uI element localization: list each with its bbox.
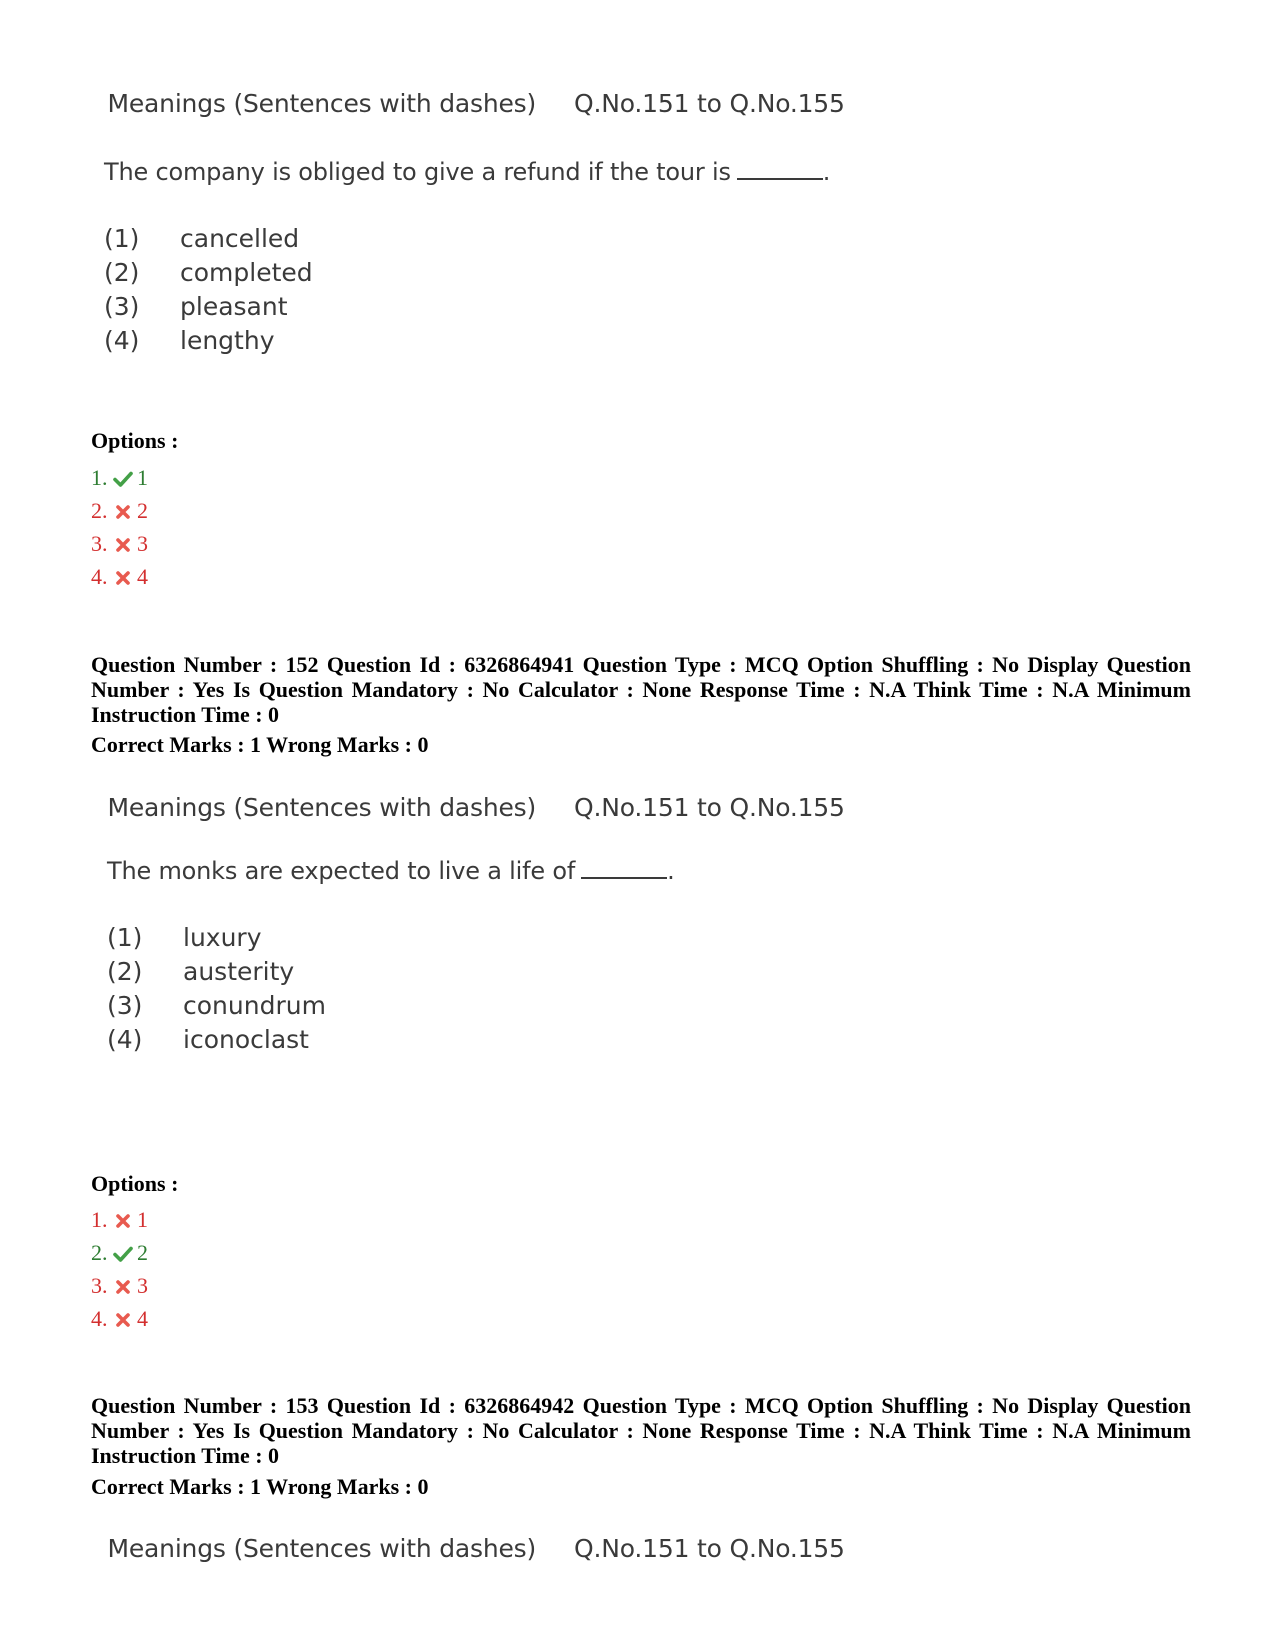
choice-number: (3) [107, 991, 143, 1020]
question-meta: Question Number : 153 Question Id : 6326864942 Question Type : MCQ Option Shuffling : No Display Question Number : Yes Is Question Mandatory : No Calculator : None Response Time : N.A Think Time : N.A Minimum Instruction Time : 0 [91, 1393, 1191, 1468]
option-value: 4 [137, 1306, 148, 1331]
option-wrong [91, 527, 148, 560]
choice-number: (4) [107, 1025, 143, 1054]
option-index: 1. [91, 1207, 108, 1232]
cross-icon [113, 1312, 133, 1328]
options-list [91, 1203, 148, 1335]
choice-number: (2) [104, 258, 140, 287]
section-title: Meanings (Sentences with dashes) [107, 89, 537, 118]
choice-text: iconoclast [183, 1025, 309, 1054]
choice-number: (2) [107, 957, 143, 986]
options-label: Options : [91, 428, 179, 453]
choice-text: cancelled [180, 224, 300, 253]
section-header [92, 60, 845, 118]
cross-icon [113, 1279, 133, 1295]
option-index: 4. [91, 1306, 108, 1331]
choice-text: luxury [183, 923, 262, 952]
check-icon [113, 1246, 133, 1262]
option-index: 3. [91, 1273, 108, 1298]
answer-blank [737, 158, 823, 180]
marks-info: Correct Marks : 1 Wrong Marks : 0 [91, 1474, 429, 1499]
section-header [92, 1505, 845, 1563]
option-index: 2. [91, 498, 108, 523]
section-range: Q.No.151 to Q.No.155 [574, 89, 845, 118]
option-value: 3 [137, 1273, 148, 1298]
cross-icon [113, 570, 133, 586]
choice-number: (4) [104, 326, 140, 355]
choice-text: austerity [183, 957, 295, 986]
question-stem: The monks are expected to live a life of [107, 857, 576, 885]
option-index: 3. [91, 531, 108, 556]
question-text [107, 857, 675, 885]
cross-icon [113, 504, 133, 520]
choice-list [104, 222, 313, 358]
choice-number: (3) [104, 292, 140, 321]
choice-item [107, 1023, 326, 1057]
choice-item [104, 290, 313, 324]
check-icon [113, 471, 133, 487]
option-wrong [91, 1203, 148, 1236]
option-correct [91, 1236, 148, 1269]
option-wrong [91, 1269, 148, 1302]
choice-item [107, 955, 326, 989]
choice-text: lengthy [180, 326, 275, 355]
options-list [91, 461, 148, 593]
marks-info: Correct Marks : 1 Wrong Marks : 0 [91, 732, 429, 757]
option-index: 4. [91, 564, 108, 589]
question-text [104, 158, 830, 186]
choice-item [104, 324, 313, 358]
option-wrong [91, 494, 148, 527]
option-value: 2 [137, 498, 148, 523]
section-header [92, 764, 845, 822]
question-end: . [667, 857, 675, 885]
option-index: 2. [91, 1240, 108, 1265]
cross-icon [113, 1213, 133, 1229]
option-value: 1 [137, 1207, 148, 1232]
option-index: 1. [91, 465, 108, 490]
answer-blank [581, 857, 667, 879]
question-end: . [822, 158, 831, 186]
section-range: Q.No.151 to Q.No.155 [574, 793, 845, 822]
option-correct [91, 461, 148, 494]
choice-number: (1) [107, 923, 143, 952]
choice-list [107, 921, 326, 1057]
section-range: Q.No.151 to Q.No.155 [574, 1534, 845, 1563]
choice-item [104, 256, 313, 290]
option-value: 4 [137, 564, 148, 589]
choice-number: (1) [104, 224, 140, 253]
option-value: 2 [137, 1240, 148, 1265]
option-wrong [91, 1302, 148, 1335]
cross-icon [113, 537, 133, 553]
section-title: Meanings (Sentences with dashes) [107, 793, 537, 822]
choice-text: pleasant [180, 292, 288, 321]
section-title: Meanings (Sentences with dashes) [107, 1534, 537, 1563]
choice-item [104, 222, 313, 256]
question-stem: The company is obliged to give a refund if the tour is [104, 158, 731, 186]
choice-text: completed [180, 258, 313, 287]
option-value: 1 [137, 465, 148, 490]
choice-item [107, 921, 326, 955]
choice-item [107, 989, 326, 1023]
options-label: Options : [91, 1171, 179, 1196]
option-wrong [91, 560, 148, 593]
choice-text: conundrum [183, 991, 326, 1020]
question-meta: Question Number : 152 Question Id : 6326864941 Question Type : MCQ Option Shuffling : No Display Question Number : Yes Is Question Mandatory : No Calculator : None Response Time : N.A Think Time : N.A Minimum Instruction Time : 0 [91, 652, 1191, 727]
option-value: 3 [137, 531, 148, 556]
